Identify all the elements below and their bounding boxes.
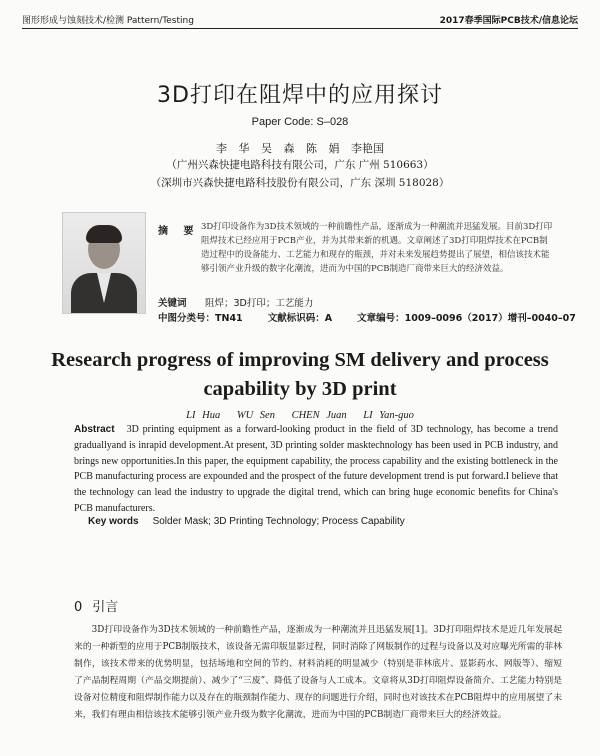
clc-value: TN41	[215, 313, 243, 324]
header-right: 2017春季国际PCB技术/信息论坛	[439, 16, 578, 26]
author-photo	[62, 212, 146, 314]
body-paragraph: 3D打印设备作为3D技术领域的一种前瞻性产品，逐渐成为一种潮流并且迅猛发展[1]。3D打印阻焊技术是近几年发展起来的一种新型的应用于PCB制版技术，该设备无需印版显影过程，同时消除了网版制作的过程与设备以及对应曝光所需的菲林制作，该技术带来的优势明显，包括场地和空间的节约、材料消耗的明显减少（特别是菲林底片、显影药水、网版等）、缩短了产品制程周期（产品交期提前）、减少了“三废”、降低了设备与人工成本。文章将从3D打印阻焊设备简介、工艺能力特别是设备对位精度和阻焊制作能力以及存在的瓶颈制作能力、现存的问题进行介绍，同时也对该技术在PCB阻焊中的应用展望了未来，我们有理由相信该技术能够引领产业升级为数字化潮流，进而为中国的PCB制造厂商带来巨大的经济效益。	[74, 625, 562, 720]
clc-label: 中图分类号：	[158, 313, 216, 324]
section-title: 引言	[92, 600, 119, 615]
author-en-3: CHEN Juan	[291, 410, 347, 421]
authors-cn: 李 华 吴 森 陈 娟 李艳国	[216, 142, 384, 155]
section-heading	[74, 596, 118, 615]
article-no-value: 1009–0096（2017）增刊–0040–07	[404, 313, 576, 324]
section-number: 0	[74, 600, 83, 615]
paper-code: Paper Code: S–028	[251, 116, 349, 128]
classification-row	[158, 310, 598, 324]
keywords-en	[88, 516, 405, 527]
abstract-en-text: 3D printing equipment as a forward-looking product in the field of 3D technology, has become a trend graduallyand is inrapid development.At present, 3D printing solder masktechnology has been used in PCB industry, and brings new opportunities.In this paper, the equipment capability, the process capability and the existing bottleneck in the PCB manufacturing process are expounded and the prospect of the future development trend is put forward.I believe that the technology can lead the industry to upgrade the digital trend, which can bring huge economic benefits for China's PCB manufacturers.	[74, 424, 558, 514]
abstract-cn-label: 摘 要	[158, 226, 200, 237]
abstract-cn-text: 3D打印设备作为3D技术领域的一种前瞻性产品，逐渐成为一种潮流并迅猛发展。目前3D打印阻焊技术已经应用于PCB产业，并为其带来新的机遇。文章阐述了3D打印阻焊技术在PCB制造过程中的设备能力、工艺能力和现存的瓶颈，并对未来发展趋势提出了展望，相信该技术能够引领产业升级的数字化潮流，进而为中国的PCB制造厂商带来巨大的经济效益。	[201, 222, 553, 274]
keywords-en-text: Solder Mask; 3D Printing Technology; Process Capability	[152, 516, 405, 527]
abstract-en-label: Abstract	[74, 424, 115, 435]
author-en-2: WU Sen	[236, 410, 275, 421]
running-header	[22, 12, 578, 29]
doc-code-value: A	[324, 313, 333, 324]
keywords-en-label: Key words	[88, 516, 139, 527]
authors-en	[0, 410, 600, 421]
affiliation-2: （深圳市兴森快捷电路科技股份有限公司，广东 深圳 518028）	[150, 177, 450, 189]
paper-title-en: Research progress of improving SM delivery and process capability by 3D print	[51, 349, 549, 400]
keywords-cn-label: 关键词	[158, 298, 187, 309]
doc-code-label: 文献标识码：	[267, 313, 325, 324]
keywords-cn-text: 阻焊；3D打印；工艺能力	[205, 298, 314, 309]
affiliation-1: （广州兴森快捷电路科技有限公司，广东 广州 510663）	[166, 159, 434, 171]
article-no-label: 文章编号：	[357, 313, 405, 324]
author-en-1: LI Hua	[186, 410, 221, 421]
author-en-4: LI Yan-guo	[363, 410, 414, 421]
header-left: 图形形成与蚀刻技术/检测 Pattern/Testing	[22, 16, 194, 26]
abstract-en	[74, 422, 558, 517]
paper-title-cn: 3D打印在阻焊中的应用探讨	[157, 83, 443, 108]
